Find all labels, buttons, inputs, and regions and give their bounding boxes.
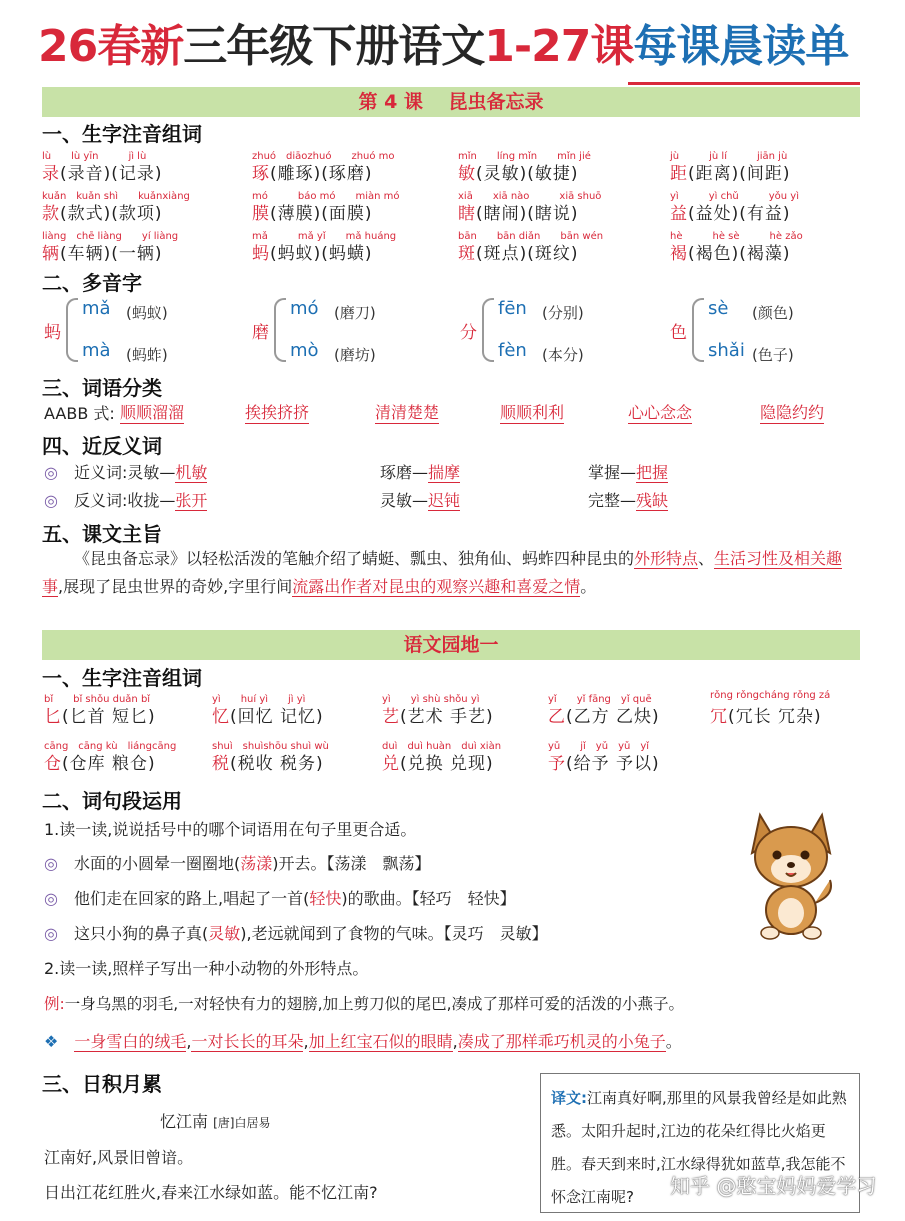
pinyin-label: yǐ yǐ fāng yǐ quē <box>548 694 652 705</box>
garden-band: 语文园地一 <box>42 630 860 660</box>
pinyin-label: bǐ bǐ shǒu duǎn bǐ <box>44 694 151 705</box>
word-entry <box>548 702 660 727</box>
pinyin-label: xiā xiā nào xiā shuō <box>458 191 602 202</box>
aabb-word: 挨挨挤挤 <box>245 403 310 422</box>
word-b: (蚂蚱) <box>126 346 168 364</box>
pinyin-a: mó <box>290 298 319 319</box>
brace-icon <box>274 298 286 362</box>
dog-illustration <box>730 795 850 945</box>
usage-line-2: ◎ 他们走在回家的路上,唱起了一首(轻快)的歌曲。【轻巧 轻快】 <box>44 889 516 908</box>
word-pair: (艺术 手艺) <box>400 707 494 727</box>
word-pair: (褐色)(褐藻) <box>688 244 791 264</box>
word-pair: (车辆)(一辆) <box>60 244 163 264</box>
circle-bullet-icon: ◎ <box>44 491 58 510</box>
word-entry <box>252 159 373 184</box>
word-pair: (乙方 乙炔) <box>566 707 660 727</box>
word-entry <box>252 199 373 224</box>
garden-heading-poem: 三、日积月累 <box>42 1072 162 1096</box>
word-entry <box>42 159 163 184</box>
word-pair: (距离)(间距) <box>688 164 791 184</box>
circle-bullet-icon: ◎ <box>44 854 58 873</box>
word-pair: (给予 予以) <box>566 754 660 774</box>
word-b: (本分) <box>542 346 584 364</box>
garden-heading-characters: 一、生字注音组词 <box>42 666 202 690</box>
section-heading-synonyms: 四、近反义词 <box>42 434 162 458</box>
word-pair: (兑换 兑现) <box>400 754 494 774</box>
translation-box: 译文:江南真好啊,那里的风景我曾经是如此熟悉。太阳升起时,江边的花朵红得比火焰更胜。春天到来时,江水绿得犹如蓝草,我怎能不怀念江南呢? <box>540 1073 860 1213</box>
antonym-row: ◎ 反义词:收拢—张开 <box>44 491 208 510</box>
circle-bullet-icon: ◎ <box>44 463 58 482</box>
word-pair: (薄膜)(面膜) <box>270 204 373 224</box>
character: 忆 <box>212 707 230 727</box>
word-entry <box>670 199 791 224</box>
character: 蚂 <box>252 244 270 264</box>
brace-icon <box>66 298 78 362</box>
pinyin-label: yì yì shù shǒu yì <box>382 694 480 705</box>
pinyin-label: duì duì huàn duì xiàn <box>382 741 502 752</box>
character: 款 <box>42 204 60 224</box>
character: 录 <box>42 164 60 184</box>
antonym-3: 完整—残缺 <box>588 491 669 510</box>
section-heading-word-class: 三、词语分类 <box>42 376 162 400</box>
pinyin-a: sè <box>708 298 729 319</box>
antonym-2: 灵敏—迟钝 <box>380 491 461 510</box>
word-b: (磨坊) <box>334 346 376 364</box>
theme-paragraph: 《昆虫备忘录》以轻松活泼的笔触介绍了蜻蜓、瓢虫、独角仙、蚂蚱四种昆虫的外形特点、生活习性及相关趣事,展现了昆虫世界的奇妙,字里行间流露出作者对昆虫的观察兴趣和喜爱之情。 <box>42 549 843 596</box>
word-entry <box>458 199 579 224</box>
answer-line: ❖ 一身雪白的绒毛,一对长长的耳朵,加上红宝石似的眼睛,凑成了那样乖巧机灵的小兔子。 <box>44 1032 682 1051</box>
circle-bullet-icon: ◎ <box>44 924 58 943</box>
pinyin-label: hè hè sè hè zǎo <box>670 231 803 242</box>
pinyin-label: liàng chē liàng yí liàng <box>42 231 179 242</box>
synonym-3: 掌握—把握 <box>588 463 669 482</box>
character: 辆 <box>42 244 60 264</box>
pinyin-b: fèn <box>498 340 527 361</box>
word-b: (色子) <box>752 346 794 364</box>
poem-title: 忆江南 [唐]白居易 <box>160 1112 271 1131</box>
character: 琢 <box>252 164 270 184</box>
character: 乙 <box>548 707 566 727</box>
polyphone-char: 磨 <box>252 323 270 343</box>
word-entry <box>710 702 822 727</box>
word-pair: (录音)(记录) <box>60 164 163 184</box>
pinyin-label: mó báo mó miàn mó <box>252 191 400 202</box>
word-pair: (回忆 记忆) <box>230 707 324 727</box>
character: 匕 <box>44 707 62 727</box>
word-a: (蚂蚁) <box>126 304 168 322</box>
poem-line-2: 日出江花红胜火,春来江水绿如蓝。能不忆江南? <box>44 1183 378 1202</box>
question-1: 1.读一读,说说括号中的哪个词语用在句子里更合适。 <box>44 820 417 839</box>
word-entry <box>212 749 324 774</box>
pinyin-label: zhuó diāozhuó zhuó mo <box>252 151 395 162</box>
word-entry <box>548 749 660 774</box>
word-pair: (雕琢)(琢磨) <box>270 164 373 184</box>
word-pair: (蚂蚁)(蚂蟥) <box>270 244 373 264</box>
character: 瞎 <box>458 204 476 224</box>
lesson-band: 第 4 课 昆虫备忘录 <box>42 87 860 117</box>
pinyin-label: mǎ mǎ yǐ mǎ huáng <box>252 231 397 242</box>
word-entry <box>42 239 163 264</box>
word-a: (磨刀) <box>334 304 376 322</box>
section-heading-characters: 一、生字注音组词 <box>42 122 202 146</box>
character: 艺 <box>382 707 400 727</box>
character: 予 <box>548 754 566 774</box>
character: 膜 <box>252 204 270 224</box>
word-entry <box>44 749 156 774</box>
word-pair: (益处)(有益) <box>688 204 791 224</box>
word-entry <box>382 702 494 727</box>
word-entry <box>42 199 163 224</box>
word-pair: (匕首 短匕) <box>62 707 156 727</box>
aabb-word: 隐隐约约 <box>760 403 825 422</box>
pinyin-label: kuǎn kuǎn shì kuǎnxiàng <box>42 191 190 202</box>
word-entry <box>458 239 579 264</box>
character: 褐 <box>670 244 688 264</box>
word-pair: (灵敏)(敏捷) <box>476 164 579 184</box>
section-heading-theme: 五、课文主旨 <box>42 522 162 546</box>
word-entry <box>212 702 324 727</box>
page-title: 26春新三年级下册语文1-27课每课晨读单 <box>38 21 849 72</box>
word-pair: (款式)(款项) <box>60 204 163 224</box>
aabb-word: 顺顺利利 <box>500 403 565 422</box>
aabb-word: 清清楚楚 <box>375 403 440 422</box>
pinyin-label: bān bān diǎn bān wén <box>458 231 604 242</box>
word-entry <box>382 749 494 774</box>
pinyin-label: rǒng rǒngcháng rǒng zá <box>710 690 831 701</box>
pinyin-a: fēn <box>498 298 527 319</box>
word-entry <box>44 702 156 727</box>
synonym-2: 琢磨—揣摩 <box>380 463 461 482</box>
character: 益 <box>670 204 688 224</box>
word-pair: (瞎闹)(瞎说) <box>476 204 579 224</box>
pinyin-a: mǎ <box>82 298 111 319</box>
aabb-word: 心心念念 <box>628 403 693 422</box>
section-heading-polyphone: 二、多音字 <box>42 271 142 295</box>
character: 距 <box>670 164 688 184</box>
word-a: (分别) <box>542 304 584 322</box>
character: 税 <box>212 754 230 774</box>
watermark: 知乎 @憨宝妈妈爱学习 <box>670 1174 877 1198</box>
character: 仓 <box>44 754 62 774</box>
usage-line-3: ◎ 这只小狗的鼻子真(灵敏),老远就闻到了食物的气味。【灵巧 灵敏】 <box>44 924 548 943</box>
example-line: 例:一身乌黑的羽毛,一对轻快有力的翅膀,加上剪刀似的尾巴,凑成了那样可爱的活泼的小燕子。 <box>44 995 685 1013</box>
polyphone-char: 分 <box>460 323 478 343</box>
word-pair: (仓库 粮仓) <box>62 754 156 774</box>
word-pair: (税收 税务) <box>230 754 324 774</box>
pinyin-label: cāng cāng kù liángcāng <box>44 741 177 752</box>
character: 冗 <box>710 707 728 727</box>
polyphone-char: 色 <box>670 323 688 343</box>
word-pair: (斑点)(斑纹) <box>476 244 579 264</box>
question-2: 2.读一读,照样子写出一种小动物的外形特点。 <box>44 959 369 978</box>
character: 斑 <box>458 244 476 264</box>
polyphone-char: 蚂 <box>44 323 62 343</box>
word-entry <box>252 239 373 264</box>
title-underline <box>628 82 860 85</box>
brace-icon <box>692 298 704 362</box>
pinyin-label: yì yì chǔ yǒu yì <box>670 191 799 202</box>
garden-heading-usage: 二、词句段运用 <box>42 789 182 813</box>
pinyin-b: shǎi <box>708 340 745 361</box>
pinyin-label: shuì shuìshōu shuì wù <box>212 741 329 752</box>
pinyin-label: yǔ jǐ yǔ yǔ yǐ <box>548 741 650 752</box>
word-pair: (冗长 冗杂) <box>728 707 822 727</box>
word-entry <box>670 159 791 184</box>
pinyin-b: mò <box>290 340 319 361</box>
word-a: (颜色) <box>752 304 794 322</box>
poem-line-1: 江南好,风景旧曾谙。 <box>44 1148 194 1167</box>
pinyin-label: mǐn líng mǐn mǐn jié <box>458 151 591 162</box>
character: 兑 <box>382 754 400 774</box>
usage-line-1: ◎ 水面的小圆晕一圈圈地(荡漾)开去。【荡漾 飘荡】 <box>44 854 431 873</box>
word-entry <box>458 159 579 184</box>
brace-icon <box>482 298 494 362</box>
diamond-bullet-icon: ❖ <box>44 1032 59 1051</box>
aabb-label: AABB 式: <box>44 404 115 423</box>
pinyin-label: jù jù lí jiān jù <box>670 151 788 162</box>
pinyin-b: mà <box>82 340 111 361</box>
pinyin-label: yì huí yì jì yì <box>212 694 306 705</box>
synonym-row: ◎ 近义词:灵敏—机敏 <box>44 463 208 482</box>
word-entry <box>670 239 791 264</box>
circle-bullet-icon: ◎ <box>44 889 58 908</box>
aabb-word: 顺顺溜溜 <box>120 403 185 422</box>
character: 敏 <box>458 164 476 184</box>
pinyin-label: lù lù yīn jì lù <box>42 151 147 162</box>
